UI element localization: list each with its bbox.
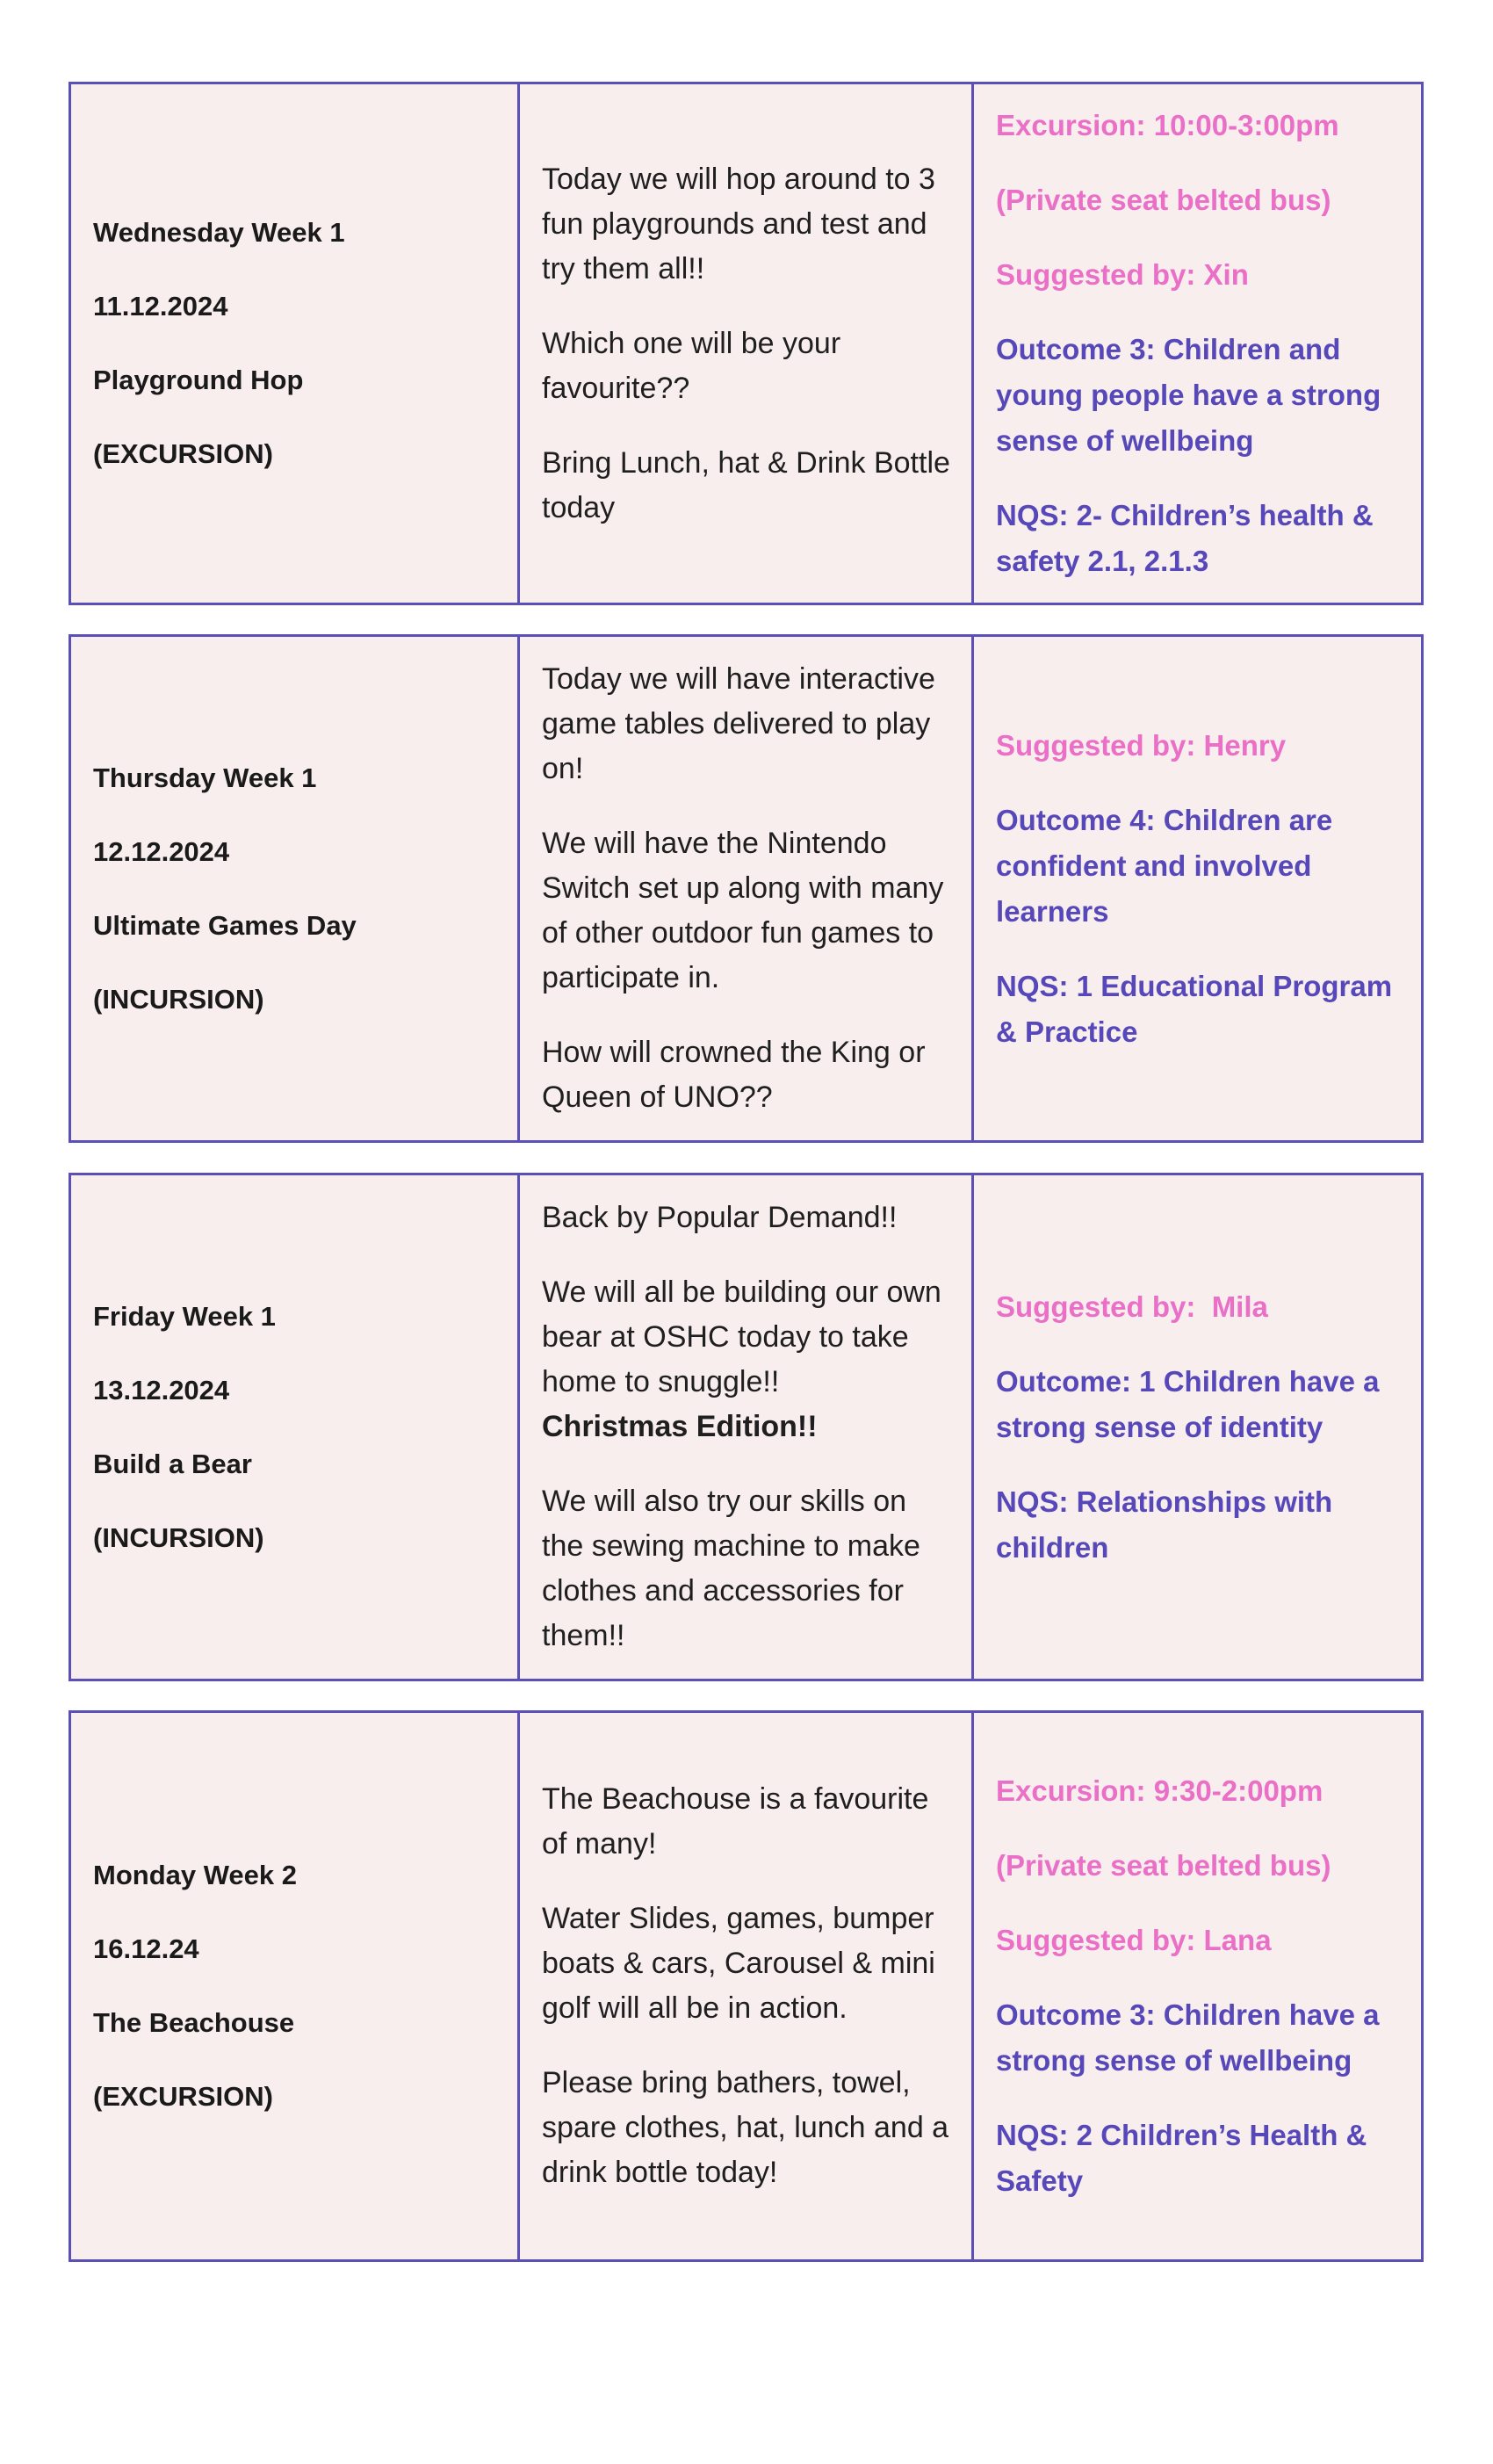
nqs-standard: NQS: 2 Children’s Health & Safety	[996, 2119, 1367, 2197]
learning-outcome: Outcome: 1 Children have a strong sense of identity	[996, 1364, 1380, 1443]
activity-details-cell	[971, 84, 1426, 603]
activity-summary-cell	[71, 637, 517, 1140]
activity-day: Wednesday Week 1	[93, 217, 345, 248]
activity-row-monday-week-2	[69, 1710, 1424, 2262]
nqs-standard: NQS: 2- Children’s health & safety 2.1, 2.1.3	[996, 499, 1374, 577]
activity-day: Thursday Week 1	[93, 762, 317, 793]
activity-details-cell	[971, 1175, 1426, 1679]
activity-description-cell	[517, 637, 971, 1140]
learning-outcome: Outcome 3: Children and young people have a strong sense of wellbeing	[996, 333, 1381, 457]
activity-details-cell	[971, 637, 1426, 1140]
description-paragraph-with-highlight	[542, 1270, 950, 1449]
description-paragraph: Water Slides, games, bumper boats & cars, Carousel & mini golf will all be in action.	[542, 1902, 935, 2025]
description-paragraph: The Beachouse is a favourite of many!	[542, 1782, 929, 1861]
excursion-time: Excursion: 10:00-3:00pm	[996, 109, 1339, 141]
transport-note: (Private seat belted bus)	[996, 1849, 1331, 1882]
activity-summary-cell	[71, 1713, 517, 2259]
suggested-by: Suggested by: Xin	[996, 258, 1249, 291]
christmas-edition-highlight: Christmas Edition!!	[542, 1410, 818, 1443]
activity-type: (EXCURSION)	[93, 438, 273, 469]
description-paragraph: We will also try our skills on the sewing machine to make clothes and accessories for them!!	[542, 1485, 920, 1652]
description-paragraph: How will crowned the King or Queen of UNO??	[542, 1036, 926, 1114]
activity-summary-cell	[71, 84, 517, 603]
activity-date: 11.12.2024	[93, 291, 228, 322]
learning-outcome: Outcome 3: Children have a strong sense of wellbeing	[996, 1998, 1380, 2077]
suggested-by: Suggested by: Henry	[996, 728, 1287, 762]
activity-type: (INCURSION)	[93, 1521, 264, 1553]
activity-day: Friday Week 1	[93, 1300, 276, 1332]
learning-outcome: Outcome 4: Children are confident and involved learners	[996, 803, 1333, 928]
activity-row-friday-week-1	[69, 1173, 1424, 1681]
description-paragraph: Which one will be your favourite??	[542, 326, 841, 405]
nqs-standard: NQS: Relationships with children	[996, 1485, 1333, 1564]
description-paragraph: Today we will hop around to 3 fun playgrounds and test and try them all!!	[542, 162, 935, 285]
activity-row-wednesday-week-1	[69, 82, 1424, 605]
activity-title: The Beachouse	[93, 2007, 295, 2038]
description-paragraph: Bring Lunch, hat & Drink Bottle today	[542, 445, 950, 524]
activity-day: Monday Week 2	[93, 1860, 298, 1890]
suggested-by: Suggested by: Lana	[996, 1924, 1272, 1956]
activity-summary-cell	[71, 1175, 517, 1679]
activity-title: Ultimate Games Day	[93, 909, 357, 941]
activity-type: (INCURSION)	[93, 983, 264, 1015]
activity-date: 16.12.24	[93, 1933, 199, 1964]
activity-description-cell	[517, 1175, 971, 1679]
activity-title: Playground Hop	[93, 365, 304, 395]
activity-details-cell	[971, 1713, 1426, 2259]
suggested-by: Suggested by: Mila	[996, 1290, 1268, 1323]
transport-note: (Private seat belted bus)	[996, 184, 1331, 216]
description-paragraph: Today we will have interactive game tables delivered to play on!	[542, 662, 935, 785]
activity-description-cell	[517, 1713, 971, 2259]
description-text: We will all be building our own bear at OSHC today to take home to snuggle!!	[542, 1275, 941, 1398]
activity-title: Build a Bear	[93, 1448, 252, 1479]
nqs-standard: NQS: 1 Educational Program & Practice	[996, 969, 1393, 1048]
activity-description-cell	[517, 84, 971, 603]
activity-date: 13.12.2024	[93, 1374, 230, 1405]
excursion-time: Excursion: 9:30-2:00pm	[996, 1774, 1324, 1807]
activity-date: 12.12.2024	[93, 835, 230, 867]
description-paragraph: Back by Popular Demand!!	[542, 1201, 898, 1234]
description-paragraph: Please bring bathers, towel, spare clothes, hat, lunch and a drink bottle today!	[542, 2066, 949, 2189]
activity-row-thursday-week-1	[69, 634, 1424, 1143]
activity-type: (EXCURSION)	[93, 2081, 273, 2112]
description-paragraph: We will have the Nintendo Switch set up along with many of other outdoor fun games to participate in.	[542, 827, 944, 994]
